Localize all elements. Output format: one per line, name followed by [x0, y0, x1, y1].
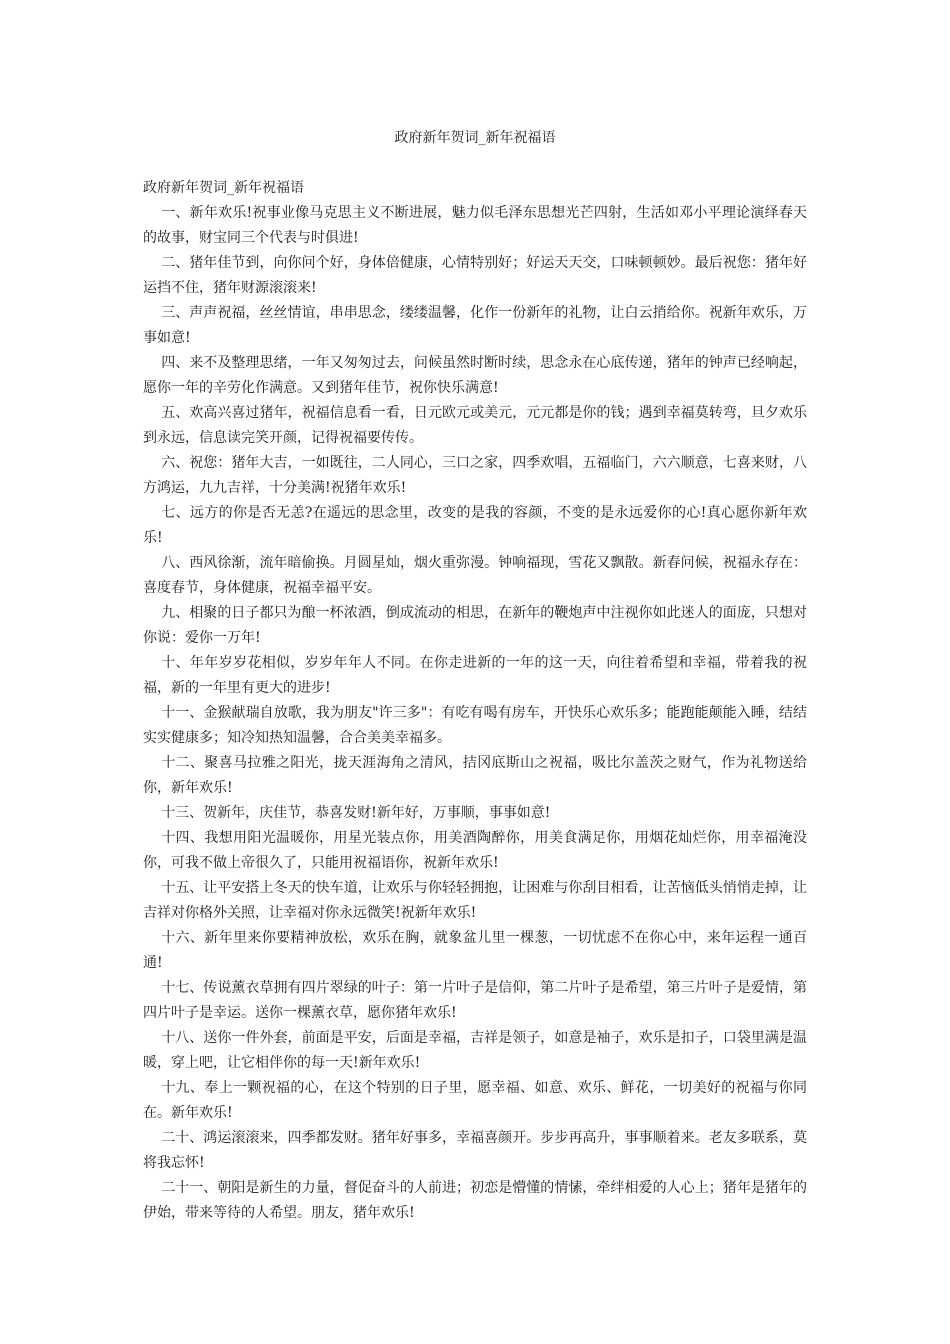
document-title: 政府新年贺词_新年祝福语	[394, 130, 556, 146]
paragraph-9: 九、相聚的日子都只为酿一杯浓酒，倒成流动的相思，在新年的鞭炮声中注视你如此迷人的面庞，只想对你说：爱你一万年!	[143, 605, 807, 646]
paragraph-7: 七、远方的你是否无恙?在遥远的思念里，改变的是我的容颜，不变的是永远爱你的心!真心愿你新年欢乐!	[143, 505, 807, 546]
paragraph-1: 一、新年欢乐!祝事业像马克思主义不断进展，魅力似毛泽东思想光芒四射，生活如邓小平理论演绎春天的故事，财宝同三个代表与时俱进!	[143, 205, 807, 246]
paragraph-10: 十、年年岁岁花相似，岁岁年年人不同。在你走进新的一年的这一天，向往着希望和幸福，带着我的祝福，新的一年里有更大的进步!	[143, 655, 807, 696]
paragraph-17: 十七、传说薰衣草拥有四片翠绿的叶子：第一片叶子是信仰，第二片叶子是希望，第三片叶子是爱情，第四片叶子是幸运。送你一棵薰衣草，愿你猪年欢乐!	[143, 980, 807, 1021]
paragraph-20: 二十、鸿运滚滚来，四季都发财。猪年好事多，幸福喜颜开。步步再高升，事事顺着来。老友多联系，莫将我忘怀!	[143, 1130, 807, 1171]
document-lead: 政府新年贺词_新年祝福语	[143, 180, 304, 196]
paragraph-14: 十四、我想用阳光温暖你，用星光装点你，用美酒陶醉你，用美食满足你，用烟花灿烂你，用幸福淹没你，可我不做上帝很久了，只能用祝福语你，祝新年欢乐!	[143, 830, 807, 871]
paragraph-3: 三、声声祝福，丝丝情谊，串串思念，缕缕温馨，化作一份新年的礼物，让白云捎给你。祝新年欢乐，万事如意!	[143, 305, 807, 346]
paragraph-8: 八、西风徐渐，流年暗偷换。月圆星灿，烟火重弥漫。钟响福现，雪花又飘散。新春问候，祝福永存在：喜度春节，身体健康，祝福幸福平安。	[143, 555, 807, 596]
paragraph-19: 十九、奉上一颗祝福的心，在这个特别的日子里，愿幸福、如意、欢乐、鲜花，一切美好的祝福与你同在。新年欢乐!	[143, 1080, 807, 1121]
paragraph-18: 十八、送你一件外套，前面是平安，后面是幸福，吉祥是领子，如意是袖子，欢乐是扣子，口袋里满是温暖，穿上吧，让它相伴你的每一天!新年欢乐!	[143, 1030, 807, 1071]
paragraph-13: 十三、贺新年，庆佳节，恭喜发财!新年好，万事顺，事事如意!	[161, 805, 551, 821]
paragraph-16: 十六、新年里来你要精神放松，欢乐在胸，就象盆儿里一棵葱，一切忧虑不在你心中，来年运程一通百通!	[143, 930, 807, 971]
document-body	[143, 176, 807, 1226]
paragraph-5: 五、欢高兴喜过猪年，祝福信息看一看，日元欧元或美元，元元都是你的钱；遇到幸福莫转弯，旦夕欢乐到永远，信息读完笑开颜，记得祝福要传传。	[143, 405, 807, 446]
paragraph-15: 十五、让平安搭上冬天的快车道，让欢乐与你轻轻拥抱，让困难与你刮目相看，让苦恼低头悄悄走掉，让吉祥对你格外关照，让幸福对你永远微笑!祝新年欢乐!	[143, 880, 807, 921]
paragraph-12: 十二、聚喜马拉雅之阳光，拢天涯海角之清风，拮冈底斯山之祝福，吸比尔盖茨之财气，作为礼物送给你，新年欢乐!	[143, 755, 807, 796]
paragraph-6: 六、祝您：猪年大吉，一如既往，二人同心，三口之家，四季欢唱，五福临门，六六顺意，七喜来财，八方鸿运，九九吉祥，十分美满!祝猪年欢乐!	[143, 455, 807, 496]
paragraph-2: 二、猪年佳节到，向你问个好，身体倍健康，心情特别好；好运天天交，口味顿顿妙。最后祝您：猪年好运挡不住，猪年财源滚滚来!	[143, 255, 807, 296]
paragraph-11: 十一、金猴献瑞自放歌，我为朋友"许三多"：有吃有喝有房车，开快乐心欢乐多；能跑能颠能入睡，结结实实健康多；知冷知热知温馨，合合美美幸福多。	[143, 705, 807, 746]
paragraph-4: 四、来不及整理思绪，一年又匆匆过去，问候虽然时断时续，思念永在心底传递，猪年的钟声已经响起，愿你一年的辛劳化作满意。又到猪年佳节，祝你快乐满意!	[143, 355, 807, 396]
paragraph-21: 二十一、朝阳是新生的力量，督促奋斗的人前进；初恋是懵懂的情愫，牵绊相爱的人心上；猪年是猪年的伊始，带来等待的人希望。朋友，猪年欢乐!	[143, 1180, 807, 1221]
